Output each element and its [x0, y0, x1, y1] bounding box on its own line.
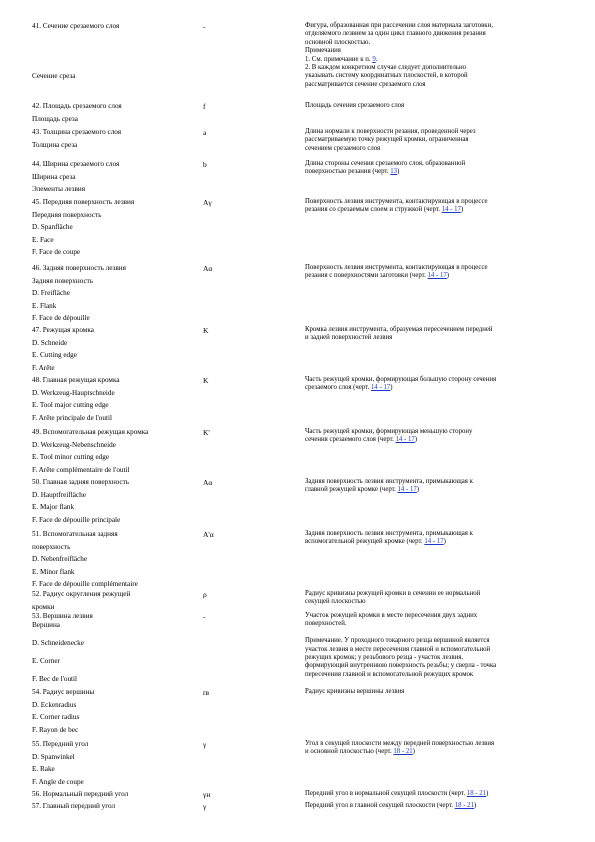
term-title: 43. Толщина срезаемого слоя [32, 128, 122, 136]
term-definition [305, 264, 565, 281]
definition-line: указывать систему координатных плоскостей, в которой [305, 72, 468, 80]
term-synonym: Вершина [32, 621, 60, 629]
term-synonym: E. Face [32, 235, 54, 244]
definition-text: ) [414, 436, 418, 444]
term-symbol: Aα [203, 478, 213, 487]
term-synonym: D. Freifläche [32, 289, 70, 298]
definition-line: Примечания [305, 47, 341, 55]
figure-reference-link[interactable]: 14 - 17 [424, 538, 444, 546]
definition-line: Примечание. У проходного токарного резца вершиной является [305, 637, 490, 645]
term-synonym [32, 666, 197, 675]
term-synonym: E. Rake [32, 765, 55, 774]
term-symbol: K' [203, 428, 210, 437]
term-definition [305, 22, 565, 89]
term-synonym: E. Tool minor cutting edge [32, 453, 110, 462]
term-synonym: D. Spanwinkel [32, 752, 75, 761]
term-synonym: D. Werkzeug-Nebenschneide [32, 440, 116, 449]
term-synonym [32, 35, 197, 48]
term-synonym: E. Flank [32, 301, 57, 310]
term-title: 57. Главный передний угол [32, 802, 116, 810]
definition-line [305, 168, 565, 176]
term-title: 51. Вспомогательная задняя [32, 530, 118, 538]
term-title: 45. Передняя поверхность лезвия [32, 198, 135, 206]
term-synonym: Задняя поверхность [32, 276, 94, 285]
term-synonym: F. Arête complémentaire de l'outil [32, 465, 130, 474]
figure-reference-link[interactable]: 14 - 17 [395, 436, 415, 444]
term-names [32, 688, 197, 738]
definition-line [305, 629, 565, 637]
term-names [32, 428, 197, 478]
definition-line: формирующий внутреннюю поверхность резьбы; у сверла - точка [305, 662, 497, 670]
figure-reference-link[interactable]: 14 - 17 [441, 206, 461, 214]
term-synonym: D. Schneidenecke [32, 639, 84, 647]
term-synonym: E. Corner radius [32, 713, 80, 722]
definition-text: поверхностью резания (черт. [305, 168, 391, 176]
definition-line [305, 748, 565, 756]
term-names [32, 160, 197, 198]
term-definition [305, 428, 565, 445]
definition-text: ) [446, 272, 450, 280]
definition-text: ) [412, 748, 415, 756]
definition-text: главной режущей кромке (черт. [305, 486, 398, 494]
term-synonym: F. Bec de l'outil [32, 675, 78, 683]
term-definition [305, 198, 565, 215]
term-symbol: A'α [203, 530, 214, 539]
term-synonym: E. Minor flank [32, 567, 75, 576]
term-title: 41. Сечение срезаемого слоя [32, 22, 120, 30]
definition-line [305, 272, 565, 280]
term-definition [305, 740, 565, 757]
definition-text: срезаемого слоя (черт. [305, 384, 372, 392]
term-title: 53. Вершина лезвия [32, 612, 93, 620]
definition-text: ) [443, 538, 446, 546]
term-synonym: Ширина среза [32, 172, 76, 181]
term-synonym: Площадь среза [32, 114, 78, 123]
definition-line [305, 790, 565, 798]
term-names [32, 790, 197, 803]
definition-line: Задняя поверхность лезвия инструмента, примыкающая к [305, 478, 473, 485]
definition-text: вспомогательной режущей кромке (черт. [305, 538, 425, 546]
term-symbol: - [203, 612, 206, 621]
definition-line: и задней поверхностей лезвия [305, 334, 393, 342]
term-synonym: поверхность [32, 542, 71, 551]
term-definition [305, 326, 565, 343]
definition-line: секущей плоскостью [305, 598, 366, 606]
term-title: 55. Передний угол [32, 740, 89, 748]
term-title: 47. Режущая кромка [32, 326, 94, 334]
term-names [32, 530, 197, 593]
definition-line [305, 56, 565, 64]
term-names [32, 376, 197, 426]
definition-line: участок лезвия в месте пересечения главной и вспомогательной [305, 645, 491, 653]
definition-text: ) [390, 384, 393, 392]
definition-line: Площадь сечения срезаемого слоя [305, 102, 405, 109]
definition-line: пересечения главной и вспомогательной режущих кромок [305, 670, 474, 678]
figure-reference-link[interactable]: 14 - 17 [371, 384, 391, 392]
term-synonym: F. Rayon de bec [32, 725, 79, 734]
term-symbol: a [203, 128, 207, 137]
figure-reference-link[interactable]: 18 - 21 [393, 748, 413, 756]
term-names [32, 478, 197, 528]
definition-line: Кромка лезвия инструмента, образуемая пересечением передней [305, 326, 493, 333]
term-definition [305, 102, 565, 110]
term-synonym: F. Angle de coupe [32, 777, 84, 786]
definition-line [305, 486, 565, 494]
term-definition [305, 590, 565, 607]
definition-text: ) [486, 790, 489, 797]
term-synonym: D. Schneide [32, 338, 68, 347]
term-definition [305, 802, 565, 810]
definition-text: резания со срезаемым слоем и стружкой (черт. [305, 206, 442, 214]
figure-reference-link[interactable]: 18 - 21 [466, 790, 487, 797]
term-title: 54. Радиус вершины [32, 688, 95, 696]
term-symbol: γ [203, 802, 207, 811]
definition-line: Поверхность лезвия инструмента, контактирующая в процессе [305, 198, 488, 205]
term-definition [305, 612, 565, 679]
definition-line: Часть режущей кромки, формирующая большую сторону сечения [305, 376, 497, 383]
term-symbol: Aγ [203, 198, 212, 207]
term-synonym: E. Corner [32, 657, 60, 665]
term-definition [305, 376, 565, 393]
definition-line [305, 206, 565, 214]
definition-line [305, 436, 565, 444]
term-title: 42. Площадь срезаемого слоя [32, 102, 122, 110]
definition-line [305, 538, 565, 546]
term-names [32, 102, 197, 127]
term-names [32, 326, 197, 376]
term-synonym: D. Hauptfreifläche [32, 490, 86, 499]
definition-line: Длина нормали к поверхности резания, проведенной через [305, 128, 476, 135]
definition-text: сечения срезаемого слоя (черт. [305, 436, 396, 444]
term-synonym: Передняя поверхность [32, 210, 102, 219]
term-title: 52. Радиус округления режущей [32, 590, 131, 598]
definition-text: ) [416, 486, 420, 494]
definition-text: Передний угол в нормальной секущей плоскости (черт. [305, 790, 467, 797]
term-title: 44. Ширина срезаемого слоя [32, 160, 120, 168]
definition-text: Передний угол в главной секущей плоскости (черт. [305, 802, 455, 809]
term-symbol: γ [203, 740, 207, 749]
term-synonym: D. Werkzeug-Hauptschneide [32, 388, 115, 397]
term-symbol: ρ [203, 590, 207, 599]
term-title: 49. Вспомогательная режущая кромка [32, 428, 149, 436]
definition-line: Длина стороны сечения срезаемого слоя, образованной [305, 160, 466, 167]
term-symbol: Aα [203, 264, 213, 273]
figure-reference-link[interactable]: 13 [390, 168, 398, 176]
definition-text: 1. См. примечание к п. [305, 55, 373, 63]
term-names [32, 198, 197, 261]
term-synonym: F. Face de dépouille complémentaire [32, 580, 138, 589]
term-synonym [32, 60, 197, 73]
definition-line [305, 384, 565, 392]
term-symbol: b [203, 160, 207, 169]
term-title: 46. Задняя поверхность лезвия [32, 264, 126, 272]
definition-text: ) [473, 802, 477, 809]
figure-reference-link[interactable]: 14 - 17 [427, 272, 447, 280]
figure-reference-link[interactable]: 9 [372, 55, 376, 63]
term-names [32, 740, 197, 790]
term-synonym: E. Tool major cutting edge [32, 401, 109, 410]
term-synonym [32, 47, 197, 60]
term-names [32, 22, 197, 85]
term-symbol: K [203, 376, 209, 385]
figure-reference-link[interactable]: 14 - 17 [397, 486, 417, 494]
definition-text: ) [397, 168, 400, 176]
term-symbol: - [203, 22, 206, 31]
term-definition [305, 790, 565, 798]
definition-line: Участок режущей кромки в месте пересечения двух задних [305, 612, 478, 619]
definition-line: рассматривается сечение срезаемого слоя [305, 80, 426, 88]
term-title: 48. Главная режущая кромка [32, 376, 120, 384]
term-synonym: E. Cutting edge [32, 351, 77, 360]
term-synonym: D. Spanfläche [32, 223, 73, 232]
term-symbol: K [203, 326, 209, 335]
definition-line: Часть режущей кромки, формирующая меньшую сторону [305, 428, 473, 435]
term-synonym [32, 648, 197, 657]
term-synonym: F. Face de coupe [32, 248, 81, 257]
definition-line: Фигура, образованная при рассечении слоя материала заготовки, [305, 22, 493, 29]
term-symbol: γн [203, 790, 211, 799]
definition-text: резания с поверхностями заготовки (черт. [305, 272, 428, 280]
definition-line: отделяемого лезвием за один цикл главного движения резания [305, 30, 486, 38]
definition-line: Поверхность лезвия инструмента, контактирующая в процессе [305, 264, 488, 271]
definition-text: . [375, 55, 378, 63]
term-names [32, 612, 197, 684]
term-title: 50. Главная задняя поверхность [32, 478, 130, 486]
definition-text: ) [460, 206, 464, 214]
term-synonym: D. Eckenradius [32, 700, 77, 709]
term-definition [305, 688, 565, 696]
definition-line: рассматриваемую точку режущей кромки, ограниченная [305, 136, 469, 144]
definition-line: Угол в секущей плоскости между передней поверхностью лезвия [305, 740, 495, 747]
term-symbol: rв [203, 688, 210, 697]
term-definition [305, 160, 565, 177]
term-synonym: F. Arête [32, 363, 55, 372]
term-synonym [32, 630, 197, 639]
definition-line: сечением срезаемого слоя [305, 144, 381, 152]
definition-line: режущих кромок; у резьбового резца - участок лезвия, [305, 654, 464, 662]
term-title: 56. Нормальный передний угол [32, 790, 129, 798]
term-synonym: F. Face de dépouille principale [32, 515, 121, 524]
term-synonym: F. Arête principale de l'outil [32, 413, 112, 422]
term-definition [305, 128, 565, 153]
term-definition [305, 478, 565, 495]
term-names [32, 128, 197, 153]
definition-line: 2. В каждом конкретном случае следует дополнительно [305, 64, 466, 72]
definition-line: поверхностей. [305, 620, 347, 628]
term-synonym: E. Major flank [32, 503, 75, 512]
definition-line: Радиус кривизны вершины лезвия [305, 688, 405, 695]
definition-line: Задняя поверхность лезвия инструмента, примыкающая к [305, 530, 473, 537]
definition-line [305, 802, 565, 810]
term-synonym: F. Face de dépouille [32, 314, 90, 323]
figure-reference-link[interactable]: 18 - 21 [454, 802, 474, 809]
term-definition [305, 530, 565, 547]
definition-text: и основной плоскостью (черт. [305, 748, 394, 756]
definition-line: основной плоскостью. [305, 38, 371, 46]
definition-line: Радиус кривизны режущей кромки в сечении ее нормальной [305, 590, 481, 597]
term-names [32, 264, 197, 327]
term-names [32, 802, 197, 815]
term-synonym: Толщина среза [32, 140, 78, 149]
term-symbol: f [203, 102, 206, 111]
term-synonym: D. Nebenfreifläche [32, 555, 88, 564]
term-synonym: Элементы лезвия [32, 185, 86, 194]
term-synonym: кромки [32, 602, 55, 611]
term-synonym: Сечение среза [32, 72, 76, 81]
